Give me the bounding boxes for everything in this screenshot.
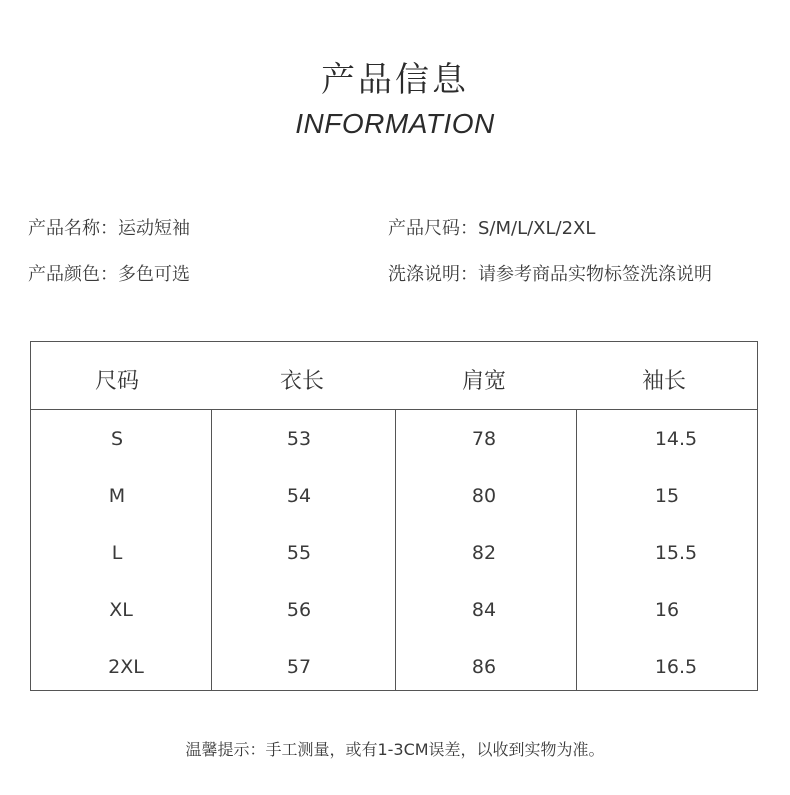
wash-instructions: 洗涤说明：请参考商品实物标签洗涤说明 bbox=[388, 264, 712, 285]
cell-shoulder: 86 bbox=[471, 656, 497, 678]
cell-length: 56 bbox=[286, 599, 312, 621]
product-sizes: 产品尺码：S/M/L/XL/2XL bbox=[388, 218, 596, 239]
cell-sleeve: 15.5 bbox=[654, 542, 698, 564]
cell-length: 54 bbox=[286, 485, 312, 507]
header-size: 尺码 bbox=[94, 369, 140, 394]
table-row bbox=[31, 485, 757, 542]
header-sleeve: 袖长 bbox=[641, 369, 687, 394]
cell-size: XL bbox=[109, 599, 133, 621]
header-length: 衣长 bbox=[279, 369, 325, 394]
table-row bbox=[31, 656, 757, 713]
product-name: 产品名称：运动短袖 bbox=[28, 218, 190, 239]
cell-size: 2XL bbox=[108, 656, 144, 678]
table-row bbox=[31, 428, 757, 485]
product-colors: 产品颜色：多色可选 bbox=[28, 264, 190, 285]
cell-length: 55 bbox=[286, 542, 312, 564]
cell-shoulder: 84 bbox=[471, 599, 497, 621]
cell-sleeve: 14.5 bbox=[654, 428, 698, 450]
cell-size: M bbox=[108, 485, 126, 507]
cell-shoulder: 80 bbox=[471, 485, 497, 507]
cell-sleeve: 15 bbox=[654, 485, 680, 507]
measurement-note: 温馨提示：手工测量，或有1-3CM误差，以收到实物为准。 bbox=[185, 740, 605, 759]
page-title: 产品信息 bbox=[321, 60, 469, 100]
table-row bbox=[31, 599, 757, 656]
cell-size: L bbox=[111, 542, 123, 564]
table-header bbox=[31, 342, 757, 410]
cell-shoulder: 82 bbox=[471, 542, 497, 564]
cell-length: 53 bbox=[286, 428, 312, 450]
cell-shoulder: 78 bbox=[471, 428, 497, 450]
cell-size: S bbox=[110, 428, 124, 450]
size-table bbox=[30, 341, 758, 691]
header-shoulder: 肩宽 bbox=[461, 369, 507, 394]
cell-sleeve: 16 bbox=[654, 599, 680, 621]
table-row bbox=[31, 542, 757, 599]
page-subtitle: INFORMATION bbox=[295, 108, 495, 139]
cell-length: 57 bbox=[286, 656, 312, 678]
cell-sleeve: 16.5 bbox=[654, 656, 698, 678]
